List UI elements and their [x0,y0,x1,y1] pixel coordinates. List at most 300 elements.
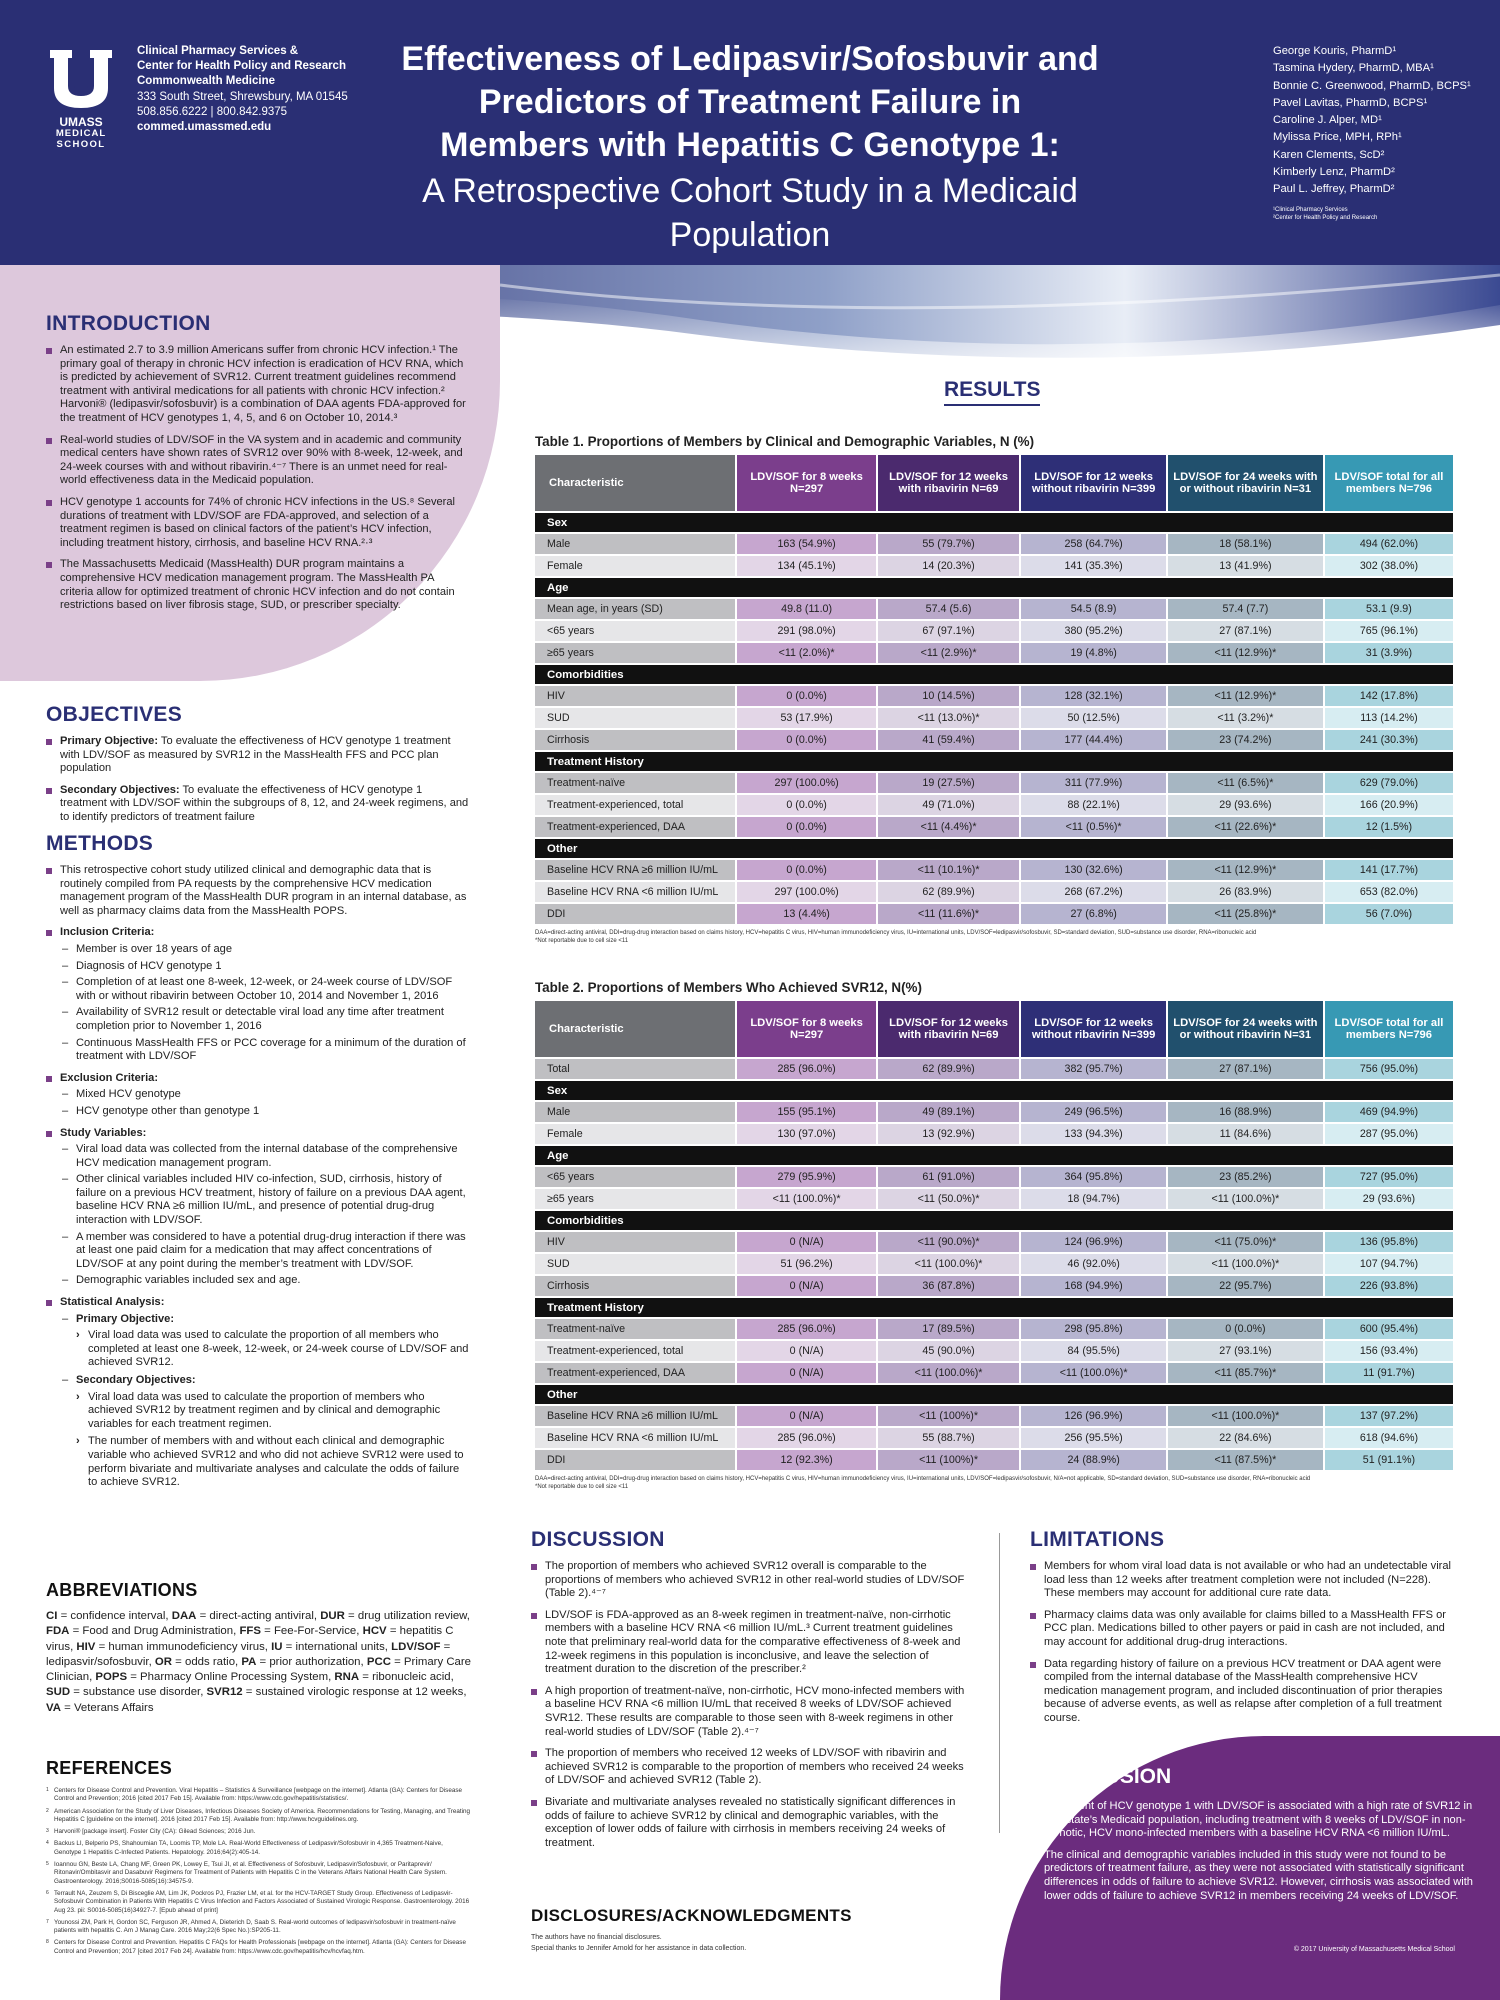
introduction-section [46,312,466,621]
row-label: <65 years [535,621,735,641]
table-cell: <11 (87.5%)* [1168,1450,1323,1470]
table-cell: 23 (85.2%) [1168,1167,1323,1187]
abbreviation-definition: confidence interval [70,1610,166,1622]
disclosures-line-1: The authors have no financial disclosures. [531,1934,662,1941]
column-header: LDV/SOF total for all members N=796 [1325,455,1453,511]
table-cell: 297 (100.0%) [737,882,875,902]
abbreviation: FDA = Food and Drug Administration [46,1625,234,1638]
abbreviation-term: PA [241,1655,257,1668]
table-cell: 88 (22.1%) [1021,795,1166,815]
limitation-item: Pharmacy claims data was only available for claims billed to a MassHealth FFS or PCC plan. Medications billed to other payers or paid in cash are not included, and may account for additional drug-drug interactions. [1030,1609,1462,1650]
table-cell: 113 (14.2%) [1325,708,1453,728]
table-cell: 756 (95.0%) [1325,1059,1453,1079]
reference-text: Centers for Disease Control and Prevention. Hepatitis C FAQs for Health Professionals [webpage on the internet]. Atlanta (GA): Centers for Disease Control and Prevention; 2017 [cited 2017 Feb 24]. Available from: https://www.cdc.gov/hepatitis/hcv/hcvfaq.htm. [54,1939,466,1955]
table-cell: 46 (92.0%) [1021,1254,1166,1274]
table-cell: 168 (94.9%) [1021,1276,1166,1296]
poster-title [380,38,1120,257]
table-cell: 141 (17.7%) [1325,860,1453,880]
table-cell: 163 (54.9%) [737,534,875,554]
table-cell: 18 (58.1%) [1168,534,1323,554]
abbreviation: RNA = ribonucleic acid [334,1671,451,1684]
disclosures-heading: DISCLOSURES/ACKNOWLEDGMENTS [531,1906,852,1925]
abbreviation-term: VA [46,1701,61,1714]
conclusion-item: Treatment of HCV genotype 1 with LDV/SOF is associated with a high rate of SVR12 in one state’s Medicaid population, including treatment with 8 weeks of LDV/SOF in non-cirrhotic, HCV mono-infected members with a baseline HCV RNA <6 million IU/mL. [1030,1800,1480,1841]
table-cell: 26 (83.9%) [1168,882,1323,902]
abbreviation-term: IU [271,1640,283,1653]
table-cell: 494 (62.0%) [1325,534,1453,554]
conclusion-item: The clinical and demographic variables included in this study were not found to be predictors of treatment failure, as they were not associated with statistically significant differences in odds of failure to achieve SVR12. However, cirrhosis was associated with lower odds of failure to achieve SVR12 in members receiving 24 weeks of LDV/SOF. [1030,1849,1480,1903]
table-cell: <11 (12.9%)* [1168,686,1323,706]
table-row [535,882,1453,902]
stats-primary-item: › Viral load data was used to calculate the proportion of all members who completed at least one 8-week, 12-week, or 24-week course of LDV/SOF and achieved SVR12. [76,1329,471,1370]
discussion-list [531,1560,966,1850]
column-header: LDV/SOF total for all members N=796 [1325,1001,1453,1057]
introduction-item: An estimated 2.7 to 3.9 million Americans suffer from chronic HCV infection.¹ The primary goal of therapy in chronic HCV infection is eradication of HCV RNA, which is predicted by achievement of SVR12. Current treatment guidelines recommend treatment with antiviral medications for all patients with chronic HCV infection.² Harvoni® (ledipasvir/sofosbuvir) is a combination of DAA agents FDA-approved for the treatment of HCV genotypes 1, 4, 5, and 6 on October 10, 2014.³ [46,344,466,426]
umass-logo [44,46,118,150]
author-name: George Kouris, PharmD¹ [1273,45,1397,57]
reference-text: Younossi ZM, Park H, Gordon SC, Ferguson JR, Ahmed A, Dieterich D, Saab S. Real-world outcomes of ledipasvir/sofosbuvir in treatment-naïve patients with hepatitis C. Am J Manag Care. 2016 May;22(6 Spec No.):SP205-11. [54,1918,456,1935]
table-cell: 256 (95.5%) [1021,1428,1166,1448]
org-line-2: Center for Health Policy and Research [137,60,346,73]
table-cell: <11 (75.0%)* [1168,1232,1323,1252]
stats-secondary [60,1374,471,1490]
table-cell: 18 (94.7%) [1021,1189,1166,1209]
table-row [535,1319,1453,1339]
row-label: Male [535,1102,735,1122]
table-cell: 11 (91.7%) [1325,1363,1453,1383]
discussion-item: A high proportion of treatment-naïve, non-cirrhotic, HCV mono-infected members with a baseline HCV RNA <6 million IU/mL that received 8 weeks of LDV/SOF achieved SVR12. These results are comparable to those seen with 8-week regimens in other real-world studies of LDV/SOF (Table 2).⁴⁻⁷ [531,1685,966,1739]
abbreviation: SVR12 = sustained virologic response at 12 weeks [206,1686,464,1699]
inclusion-item: – Completion of at least one 8-week, 12-week, or 24-week course of LDV/SOF with or without ribavirin between October 10, 2014 and November 1, 2016 [60,976,471,1003]
table-cell: <11 (13.0%)* [878,708,1020,728]
table-cell: 45 (90.0%) [878,1341,1020,1361]
author-name: Paul L. Jeffrey, PharmD² [1273,183,1395,196]
table-cell: 12 (92.3%) [737,1450,875,1470]
introduction-list [46,344,466,613]
table-cell: 0 (0.0%) [737,730,875,750]
section-label: Treatment History [535,1298,1453,1317]
table-row [535,643,1453,663]
table-row [535,904,1453,924]
table-cell: 0 (N/A) [737,1341,875,1361]
inclusion-item: – Diagnosis of HCV genotype 1 [60,960,471,974]
table-cell: 133 (94.3%) [1021,1124,1166,1144]
variable-item: – Other clinical variables included HIV co-infection, SUD, cirrhosis, history of failure on a previous HCV treatment, history of failure on a previous DAA agent, baseline HCV RNA ≥6 million IU/mL, and presence of potential drug-drug interaction with LDV/SOF. [60,1173,471,1227]
row-label: ≥65 years [535,643,735,663]
table-cell: <11 (100.0%)* [737,1189,875,1209]
table-cell: 302 (38.0%) [1325,556,1453,576]
reference-item [46,1890,471,1915]
introduction-item: The Massachusetts Medicaid (MassHealth) DUR program maintains a comprehensive HCV medication management program. The MassHealth PA criteria allow for optimized treatment of chronic HCV infection and do not contain restrictions based on liver fibrosis stage, SUD, or prescriber specialty. [46,558,466,612]
abbreviation-definition: substance use disorder [83,1686,201,1699]
abbreviation: HCV = hepatitis C virus [46,1625,454,1653]
table-cell: 137 (97.2%) [1325,1406,1453,1426]
section-label: Other [535,839,1453,858]
abbreviation-term: PCC [366,1655,391,1668]
row-label: SUD [535,1254,735,1274]
abbreviation-term: DAA [171,1610,197,1622]
table-cell: 56 (7.0%) [1325,904,1453,924]
table-cell: 57.4 (7.7) [1168,599,1323,619]
poster-header [0,0,1500,265]
column-header: LDV/SOF for 24 weeks with or without ribavirin N=31 [1168,455,1323,511]
table-row [535,1167,1453,1187]
table1-caption: Table 1. Proportions of Members by Clinical and Demographic Variables, N (%) [535,434,1035,449]
abbreviation-definition: human immunodeficiency virus [108,1640,265,1653]
table-section-row [535,1146,1453,1165]
methods-heading: METHODS [46,832,154,855]
table-cell: 24 (88.9%) [1021,1450,1166,1470]
table-cell: 0 (0.0%) [737,860,875,880]
author-name: Karen Clements, ScD² [1273,148,1385,161]
reference-number: 6 [46,1889,49,1896]
section-label: Comorbidities [535,665,1453,684]
reference-item [46,1787,471,1804]
author-name: Tasmina Hydery, PharmD, MBA¹ [1273,62,1434,75]
table-section-row [535,513,1453,532]
abbreviation-definition: sustained virologic response at 12 weeks [255,1686,464,1699]
section-label: Other [535,1385,1453,1404]
table-cell: <11 (0.5%)* [1021,817,1166,837]
section-label: Age [535,1146,1453,1165]
table-cell: 51 (91.1%) [1325,1450,1453,1470]
reference-number: 7 [46,1918,49,1925]
references-list [46,1787,471,1956]
table-cell: 629 (79.0%) [1325,773,1453,793]
introduction-heading: INTRODUCTION [46,312,211,335]
row-label: Treatment-naïve [535,1319,735,1339]
table-section-row [535,578,1453,597]
table-cell: 55 (79.7%) [878,534,1020,554]
table-cell: 53 (17.9%) [737,708,875,728]
reference-number: 8 [46,1939,49,1946]
table-cell: 124 (96.9%) [1021,1232,1166,1252]
table-cell: 618 (94.6%) [1325,1428,1453,1448]
table-cell: 279 (95.9%) [737,1167,875,1187]
discussion-item: The proportion of members who received 12 weeks of LDV/SOF with ribavirin and achieved SVR12 is comparable to the proportion of members who received 24 weeks of LDV/SOF and achieved SVR12 (Table 2). [531,1747,966,1788]
table-cell: <11 (2.0%)* [737,643,875,663]
logo-text-medical: MEDICAL [55,128,107,139]
row-label: Baseline HCV RNA <6 million IU/mL [535,1428,735,1448]
stats-secondary-item: › The number of members with and without each clinical and demographic variable who achieved SVR12 and who did not achieve SVR12 were used to perform bivariate and multivariate analyses and calculate the odds of failure to achieve SVR12. [76,1435,471,1489]
discussion-item: The proportion of members who achieved SVR12 overall is comparable to the proportions of members who achieved SVR12 in other real-world studies of LDV/SOF (Table 2).⁴⁻⁷ [531,1560,966,1601]
abbreviation-definition: hepatitis C virus [46,1625,454,1653]
table-cell: 0 (N/A) [737,1406,875,1426]
table-section-row [535,1211,1453,1230]
row-label: Mean age, in years (SD) [535,599,735,619]
variables-label: Study Variables: [60,1126,147,1139]
table-cell: 126 (96.9%) [1021,1406,1166,1426]
exclusion-item: – HCV genotype other than genotype 1 [60,1105,471,1119]
table-cell: 22 (84.6%) [1168,1428,1323,1448]
reference-item [46,1828,471,1836]
limitations-list [1030,1560,1462,1726]
abbreviation: OR = odds ratio [154,1655,236,1668]
table-cell: 155 (95.1%) [737,1102,875,1122]
table-cell: 62 (89.9%) [878,882,1020,902]
discussion-item: Bivariate and multivariate analyses revealed no statistically significant differences in odds of failure to achieve SVR12 by clinical and demographic variables, with the exception of lower odds of failure with cirrhosis in members receiving 24 weeks of treatment. [531,1796,966,1850]
author-name: Kimberly Lenz, PharmD² [1273,166,1395,179]
table-row [535,708,1453,728]
disclosures-line-2: Special thanks to Jennifer Arnold for her assistance in data collection. [531,1945,747,1952]
column-header: LDV/SOF for 8 weeks N=297 [737,455,875,511]
table-cell: 27 (93.1%) [1168,1341,1323,1361]
table-cell: <11 (25.8%)* [1168,904,1323,924]
logo-text-umass: UMASS [59,115,103,129]
reference-text: Centers for Disease Control and Prevention. Viral Hepatitis – Statistics & Surveillance [webpage on the internet]. Atlanta (GA): Centers for Disease Control and Prevention; 2016 [cited 2017 Feb 15]. Available from: https://www.cdc.gov/hepatitis/statistics/. [54,1787,462,1803]
table-cell: 41 (59.4%) [878,730,1020,750]
table-cell: 19 (27.5%) [878,773,1020,793]
table-cell: 285 (96.0%) [737,1319,875,1339]
row-label: HIV [535,1232,735,1252]
table-cell: 291 (98.0%) [737,621,875,641]
column-header: LDV/SOF for 12 weeks without ribavirin N=399 [1021,1001,1166,1057]
table2-note: DAA=direct-acting antiviral, DDI=drug-drug interaction based on claims history, HCV=hepatitis C virus, HIV=human immunodeficiency virus, IU=international units, LDV/SOF=ledipasvir/sofosbuvir, N/A=not applicable, SD=standard deviation, SUD=substance use disorder, RNA=ribonucleic acid [535,1476,1311,1482]
title-line-3: Members with Hepatitis C Genotype 1: [440,126,1060,164]
table-cell: 0 (N/A) [737,1276,875,1296]
abbreviation-definition: international units [295,1640,385,1653]
abbreviation-definition: Primary Care Clinician [46,1655,472,1684]
abbreviation-definition: Pharmacy Online Processing System [140,1671,329,1684]
table-cell: 380 (95.2%) [1021,621,1166,641]
table1 [533,453,1455,926]
table-row [535,686,1453,706]
column-header: Characteristic [535,1001,735,1057]
table-cell: 29 (93.6%) [1325,1189,1453,1209]
table-cell: 130 (32.6%) [1021,860,1166,880]
section-label: Comorbidities [535,1211,1453,1230]
abbreviation: SUD = substance use disorder [46,1686,201,1699]
abbreviation-term: LDV/SOF [391,1640,441,1653]
table-cell: 469 (94.9%) [1325,1102,1453,1122]
abbreviations-body: CI = confidence interval, DAA = direct-acting antiviral, DUR = drug utilization review, FDA = Food and Drug Administration, FFS = Fee-For-Service, HCV = hepatitis C virus, HIV = human immunodeficiency virus, IU = international units, LDV/SOF = ledipasvir/sofosbuvir, OR = odds ratio, PA = prior authorization, PCC = Primary Care Clinician, POPS = Pharmacy Online Processing System, RNA = ribonucleic acid, SUD = substance use disorder, SVR12 = sustained virologic response at 12 weeks, VA = Veterans Affairs [46,1610,472,1714]
table2-footnote: *Not reportable due to cell size <11 [535,1484,629,1490]
secondary-objective-text: To evaluate the effectiveness of HCV genotype 1 treatment with LDV/SOF within the subgroups of 8, 12, and 24-week regimens, and to identify predictors of treatment failure [60,783,469,823]
table-cell: 0 (0.0%) [737,795,875,815]
table-cell: 49 (89.1%) [878,1102,1020,1122]
table-cell: 23 (74.2%) [1168,730,1323,750]
table-section-row [535,839,1453,858]
exclusion-list [60,1088,471,1118]
table-cell: 382 (95.7%) [1021,1059,1166,1079]
abbreviation: VA = Veterans Affairs [46,1701,154,1714]
row-label: DDI [535,904,735,924]
methods-intro: This retrospective cohort study utilized clinical and demographic data that is routinely compiled from PA requests by the comprehensive HCV medication management program of the MassHealth DUR program in an internal database, as well as pharmacy claims data from the MassHealth POPS. [46,864,471,918]
exclusion-criteria [46,1072,471,1119]
table-row [535,1254,1453,1274]
reference-item [46,1919,471,1936]
row-label: Total [535,1059,735,1079]
table-row [535,730,1453,750]
abbreviation: HIV = human immunodeficiency virus [76,1640,265,1653]
study-variables [46,1127,471,1289]
table-row [535,556,1453,576]
row-label: ≥65 years [535,1189,735,1209]
limitations-section [1030,1528,1462,1734]
table-row [535,1189,1453,1209]
table-cell: 765 (96.1%) [1325,621,1453,641]
abbreviation-term: POPS [95,1671,128,1684]
table-row [535,1276,1453,1296]
table1-block [535,434,1457,945]
table-cell: 27 (87.1%) [1168,1059,1323,1079]
table-cell: 285 (96.0%) [737,1059,875,1079]
table-cell: 29 (93.6%) [1168,795,1323,815]
row-label: Baseline HCV RNA ≥6 million IU/mL [535,1406,735,1426]
table-cell: 54.5 (8.9) [1021,599,1166,619]
introduction-item: Real-world studies of LDV/SOF in the VA system and in academic and community medical centers have shown rates of SVR12 over 90% with 8-week, 12-week, and 24-week courses with and without ribavirin.⁴⁻⁷ There is an unmet need for real-world effectiveness data in the Medicaid population. [46,434,466,488]
table-cell: 67 (97.1%) [878,621,1020,641]
table-cell: 0 (0.0%) [737,686,875,706]
abbreviations-section [46,1580,471,1716]
table-cell: 285 (96.0%) [737,1428,875,1448]
abbreviation-term: DUR [320,1610,345,1622]
table-cell: 17 (89.5%) [878,1319,1020,1339]
table-row [535,1363,1453,1383]
table-section-row [535,665,1453,684]
abbreviation-definition: drug utilization review [357,1610,467,1622]
primary-objective-text: To evaluate the effectiveness of HCV genotype 1 treatment with LDV/SOF as measured by SVR12 in the MassHealth FFS and PCC plan population [60,735,451,775]
primary-objective [46,735,471,776]
inclusion-list [60,943,471,1064]
section-label: Sex [535,1081,1453,1100]
stats-primary-label: Primary Objective: [76,1312,175,1325]
stats-primary-list [76,1329,471,1370]
row-label: Treatment-experienced, DAA [535,817,735,837]
abbreviation-term: SVR12 [206,1686,243,1699]
table2-caption: Table 2. Proportions of Members Who Achieved SVR12, N(%) [535,980,922,995]
table-cell: 142 (17.8%) [1325,686,1453,706]
table-cell: 10 (14.5%) [878,686,1020,706]
stats-label: Statistical Analysis: [60,1296,165,1309]
table-cell: 22 (95.7%) [1168,1276,1323,1296]
inclusion-criteria [46,926,471,1063]
stats-secondary-list [76,1391,471,1490]
table-cell: <11 (22.6%)* [1168,817,1323,837]
column-header: Characteristic [535,455,735,511]
table-cell: 50 (12.5%) [1021,708,1166,728]
conclusion-list [1030,1800,1480,1911]
table-cell: 0 (0.0%) [1168,1319,1323,1339]
reference-number: 1 [46,1787,49,1793]
table-section-row [535,752,1453,771]
column-header: LDV/SOF for 24 weeks with or without ribavirin N=31 [1168,1001,1323,1057]
table-cell: 31 (3.9%) [1325,643,1453,663]
row-label: <65 years [535,1167,735,1187]
abbreviation-definition: Fee-For-Service [273,1625,357,1638]
table-row [535,1059,1453,1079]
column-header: LDV/SOF for 12 weeks with ribavirin N=69 [878,455,1020,511]
row-label: Cirrhosis [535,1276,735,1296]
discussion-item: LDV/SOF is FDA-approved as an 8-week regimen in treatment-naïve, non-cirrhotic members with a baseline HCV RNA <6 million IU/mL.³ Current treatment guidelines note that preliminary real-world data for the comparative effectiveness of 8-week and 12-week regimens in this population is inconclusive, and leave the selection of treatment duration to the discretion of the prescriber.² [531,1609,966,1677]
stats-primary [60,1313,471,1370]
logo-text-school: SCHOOL [56,139,106,150]
inclusion-item: – Continuous MassHealth FFS or PCC coverage for a minimum of the duration of treatment with LDV/SOF [60,1037,471,1064]
variable-item: – A member was considered to have a potential drug-drug interaction if there was at least one paid claim for a medication that may affect concentrations of LDV/SOF at any point during the member’s treatment with LDV/SOF. [60,1231,471,1272]
table-cell: <11 (100.0%)* [1168,1189,1323,1209]
table-cell: <11 (100%)* [878,1406,1020,1426]
stats-secondary-label: Secondary Objectives: [76,1374,196,1386]
table2 [533,999,1455,1472]
table-cell: 134 (45.1%) [737,556,875,576]
row-label: Treatment-experienced, total [535,795,735,815]
author-name: Mylissa Price, MPH, RPh¹ [1273,131,1402,144]
row-label: Treatment-naïve [535,773,735,793]
variables-list [60,1143,471,1288]
author-name: Caroline J. Alper, MD¹ [1273,114,1382,127]
abbreviation-definition: odds ratio [185,1655,236,1668]
abbreviation: LDV/SOF = ledipasvir/sofosbuvir [46,1640,451,1668]
row-label: Treatment-experienced, DAA [535,1363,735,1383]
table-cell: <11 (12.9%)* [1168,643,1323,663]
table-cell: <11 (100.0%)* [878,1254,1020,1274]
references-section [46,1758,471,1960]
table-cell: 107 (94.7%) [1325,1254,1453,1274]
table-cell: 19 (4.8%) [1021,643,1166,663]
table-cell: <11 (100.0%)* [878,1363,1020,1383]
limitation-item: Data regarding history of failure on a previous HCV treatment or DAA agent were compiled from the internal database of the MassHealth comprehensive HCV medication management program, and included discontinuation of prior therapies because of adverse events, as well as relapse after completion of a full treatment course. [1030,1658,1462,1726]
affiliations [1273,206,1493,222]
row-label: DDI [535,1450,735,1470]
table-cell: 13 (41.9%) [1168,556,1323,576]
inclusion-label: Inclusion Criteria: [60,926,155,939]
table-cell: 0 (0.0%) [737,817,875,837]
reference-text: Backus LI, Belperio PS, Shahoumian TA, Loomis TP, Mole LA. Real-World Effectiveness of Ledipasvir/Sofosbuvir in 4,365 Treatment-Naive, Genotype 1 Hepatitis C-Infected Patients. Hepatology. 2016;64(2):405-14. [54,1840,443,1856]
table-cell: 311 (77.9%) [1021,773,1166,793]
table-cell: 27 (6.8%) [1021,904,1166,924]
table-cell: 653 (82.0%) [1325,882,1453,902]
table-cell: <11 (100.0%)* [1021,1363,1166,1383]
abbreviation-term: SUD [46,1686,71,1699]
abbreviation-definition: prior authorization [269,1655,361,1668]
references-heading: REFERENCES [46,1758,173,1778]
table-cell: 84 (95.5%) [1021,1341,1166,1361]
table-section-row [535,1385,1453,1404]
secondary-objective [46,784,471,825]
table-cell: <11 (100.0%)* [1168,1406,1323,1426]
discussion-section [531,1528,966,1858]
affiliation-2: ²Center for Health Policy and Research [1273,215,1378,221]
reference-number: 3 [46,1828,49,1835]
table-cell: 166 (20.9%) [1325,795,1453,815]
table-cell: <11 (100.0%)* [1168,1254,1323,1274]
variable-item: – Demographic variables included sex and age. [60,1274,471,1288]
row-label: SUD [535,708,735,728]
table-cell: 12 (1.5%) [1325,817,1453,837]
conclusion-heading: CONCLUSION [1030,1765,1172,1788]
table-row [535,621,1453,641]
abbreviation: DUR = drug utilization review [320,1610,467,1622]
row-label: HIV [535,686,735,706]
table-cell: 268 (67.2%) [1021,882,1166,902]
row-label: Baseline HCV RNA ≥6 million IU/mL [535,860,735,880]
table-cell: 156 (93.4%) [1325,1341,1453,1361]
table-row [535,817,1453,837]
table-header-row [535,455,1453,511]
reference-item [46,1808,471,1825]
abbreviation-term: FFS [239,1625,261,1638]
table-cell: 258 (64.7%) [1021,534,1166,554]
abbreviations-heading: ABBREVIATIONS [46,1580,198,1600]
author-name: Pavel Lavitas, PharmD, BCPS¹ [1273,96,1428,109]
methods-section [46,832,471,1498]
table-row [535,773,1453,793]
table2-block [535,980,1457,1491]
table-cell: 128 (32.1%) [1021,686,1166,706]
table-cell: <11 (11.6%)* [878,904,1020,924]
table-cell: <11 (4.4%)* [878,817,1020,837]
table-cell: <11 (2.9%)* [878,643,1020,663]
